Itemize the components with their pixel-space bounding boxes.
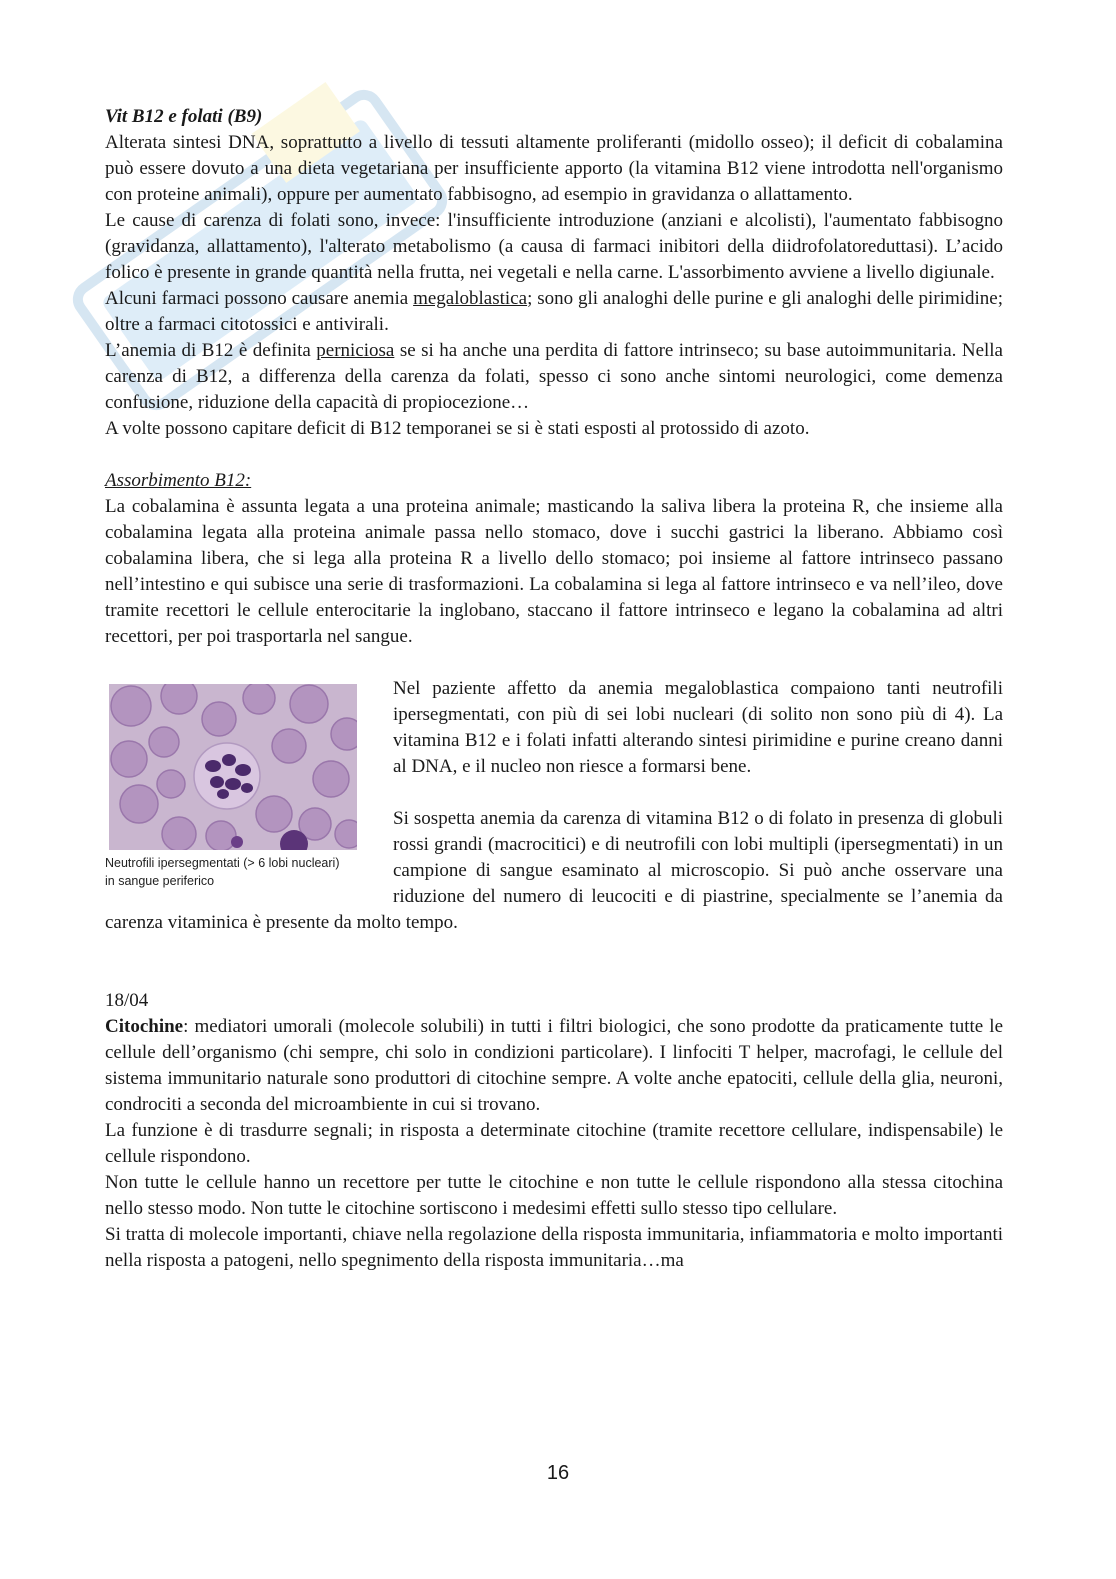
paragraph: Si tratta di molecole importanti, chiave nella regolazione della risposta immunitaria, infiammatoria e molto importanti nella risposta a patogeni, nello spegnimento della risposta immunitaria…ma [105,1224,1004,1271]
page-number: 16 [546,1462,570,1484]
section-title-vitb12: Vit B12 e folati (B9) [105,106,263,127]
paragraph: A volte possono capitare deficit di B12 temporanei se si è stati esposti al protossido di azoto. [105,418,810,439]
paragraph: Citochine: mediatori umorali (molecole solubili) in tutti i filtri biologici, che sono prodotte da praticamente tutte le cellule dell’organismo (chi sempre, chi solo in condizioni particolare). I linfociti T helper, macrofagi, le cellule del sistema immunitario naturale sono produttori di citochine sempre. A volte anche epatociti, cellule della glia, neuroni, condrociti a seconda del microambiente in cui si trovano. [105,1016,1003,1115]
paragraph: Non tutte le cellule hanno un recettore per tutte le citochine e non tutte le cellule rispondono alla stessa citochina nello stesso modo. Non tutte le citochine sortiscono i medesimi effetti sullo stesso tipo cellulare. [105,1172,1003,1219]
paragraph: La funzione è di trasdurre segnali; in risposta a determinate citochine (tramite recettore cellulare, indispensabile) le cellule rispondono. [105,1120,1003,1167]
paragraph: Alcuni farmaci possono causare anemia megaloblastica; sono gli analoghi delle purine e gli analoghi delle pirimidine; oltre a farmaci citotossici e antivirali. [105,288,1003,335]
term-citochine: Citochine [105,1016,184,1037]
figure-caption: Neutrofili ipersegmentati (> 6 lobi nucleari) in sangue periferico [105,856,340,888]
paragraph: Nel paziente affetto da anemia megaloblastica compaiono tanti neutrofili ipersegmentati, con più di sei lobi nucleari (di solito non sono più di 4). La vitamina B12 e i folati infatti alterando sintesi pirimidine e purine creano danni al DNA, e il nucleo non riesce a formarsi bene. [393,678,1003,777]
paragraph: Alterata sintesi DNA, soprattutto a livello di tessuti altamente proliferanti (midollo osseo); il deficit di cobalamina può essere dovuto a una dieta vegetariana per insufficiente apporto (la vitamina B12 viene introdotta nell'organismo con proteine animali), oppure per aumentato fabbisogno, ad esempio in gravidanza o allattamento. [105,132,1003,205]
section-title-assorbimento: Assorbimento B12: [105,470,252,491]
blood-smear-figure [105,684,367,890]
underlined-term: megaloblastica [413,288,528,309]
paragraph: L’anemia di B12 è definita perniciosa se si ha anche una perdita di fattore intrinseco; su base autoimmunitaria. Nella carenza di B12, a differenza della carenza da folati, spesso ci sono anche sintomi neurologici, come demenza confusione, riduzione della capacità di propiocezione… [105,340,1003,413]
paragraph: La cobalamina è assunta legata a una proteina animale; masticando la saliva libera la proteina R, che insieme alla cobalamina legata alla proteina animale passa nello stomaco, dove i succhi gastrici la liberano. Abbiamo così cobalamina libera, che si lega alla proteina R a livello dello stomaco; poi insieme al fattore intrinseco passano nell’intestino e qui subisce una serie di trasformazioni. La cobalamina si lega al fattore intrinseco e va nell’ileo, dove tramite recettori le cellule enterocitarie la inglobano, staccano il fattore intrinseco e legano la cobalamina ad altri recettori, per poi trasportarla nel sangue. [105,496,1003,647]
blood-smear-image [109,684,357,850]
date-label: 18/04 [105,990,149,1011]
document-body [105,104,1003,1274]
paragraph: Si sospetta anemia da carenza di vitamina B12 o di folato in presenza di globuli rossi grandi (macrocitici) e di neutrofili con lobi multipli (ipersegmentati) in un campione di sangue esaminato al microscopio. Si può anche osservare una riduzione del numero di leucociti e di piastrine, specialmente se l’anemia da carenza vitaminica è presente da molto tempo. [105,808,1003,933]
underlined-term: perniciosa [316,340,395,361]
paragraph: Le cause di carenza di folati sono, invece: l'insufficiente introduzione (anziani e alcolisti), l'aumentato fabbisogno (gravidanza, allattamento), l'alterato metabolismo (a causa di farmaci inibitori della diidrofolatoreduttasi). L’acido folico è presente in grande quantità nella frutta, nei vegetali e nella carne. L'assorbimento avviene a livello digiunale. [105,210,1003,283]
